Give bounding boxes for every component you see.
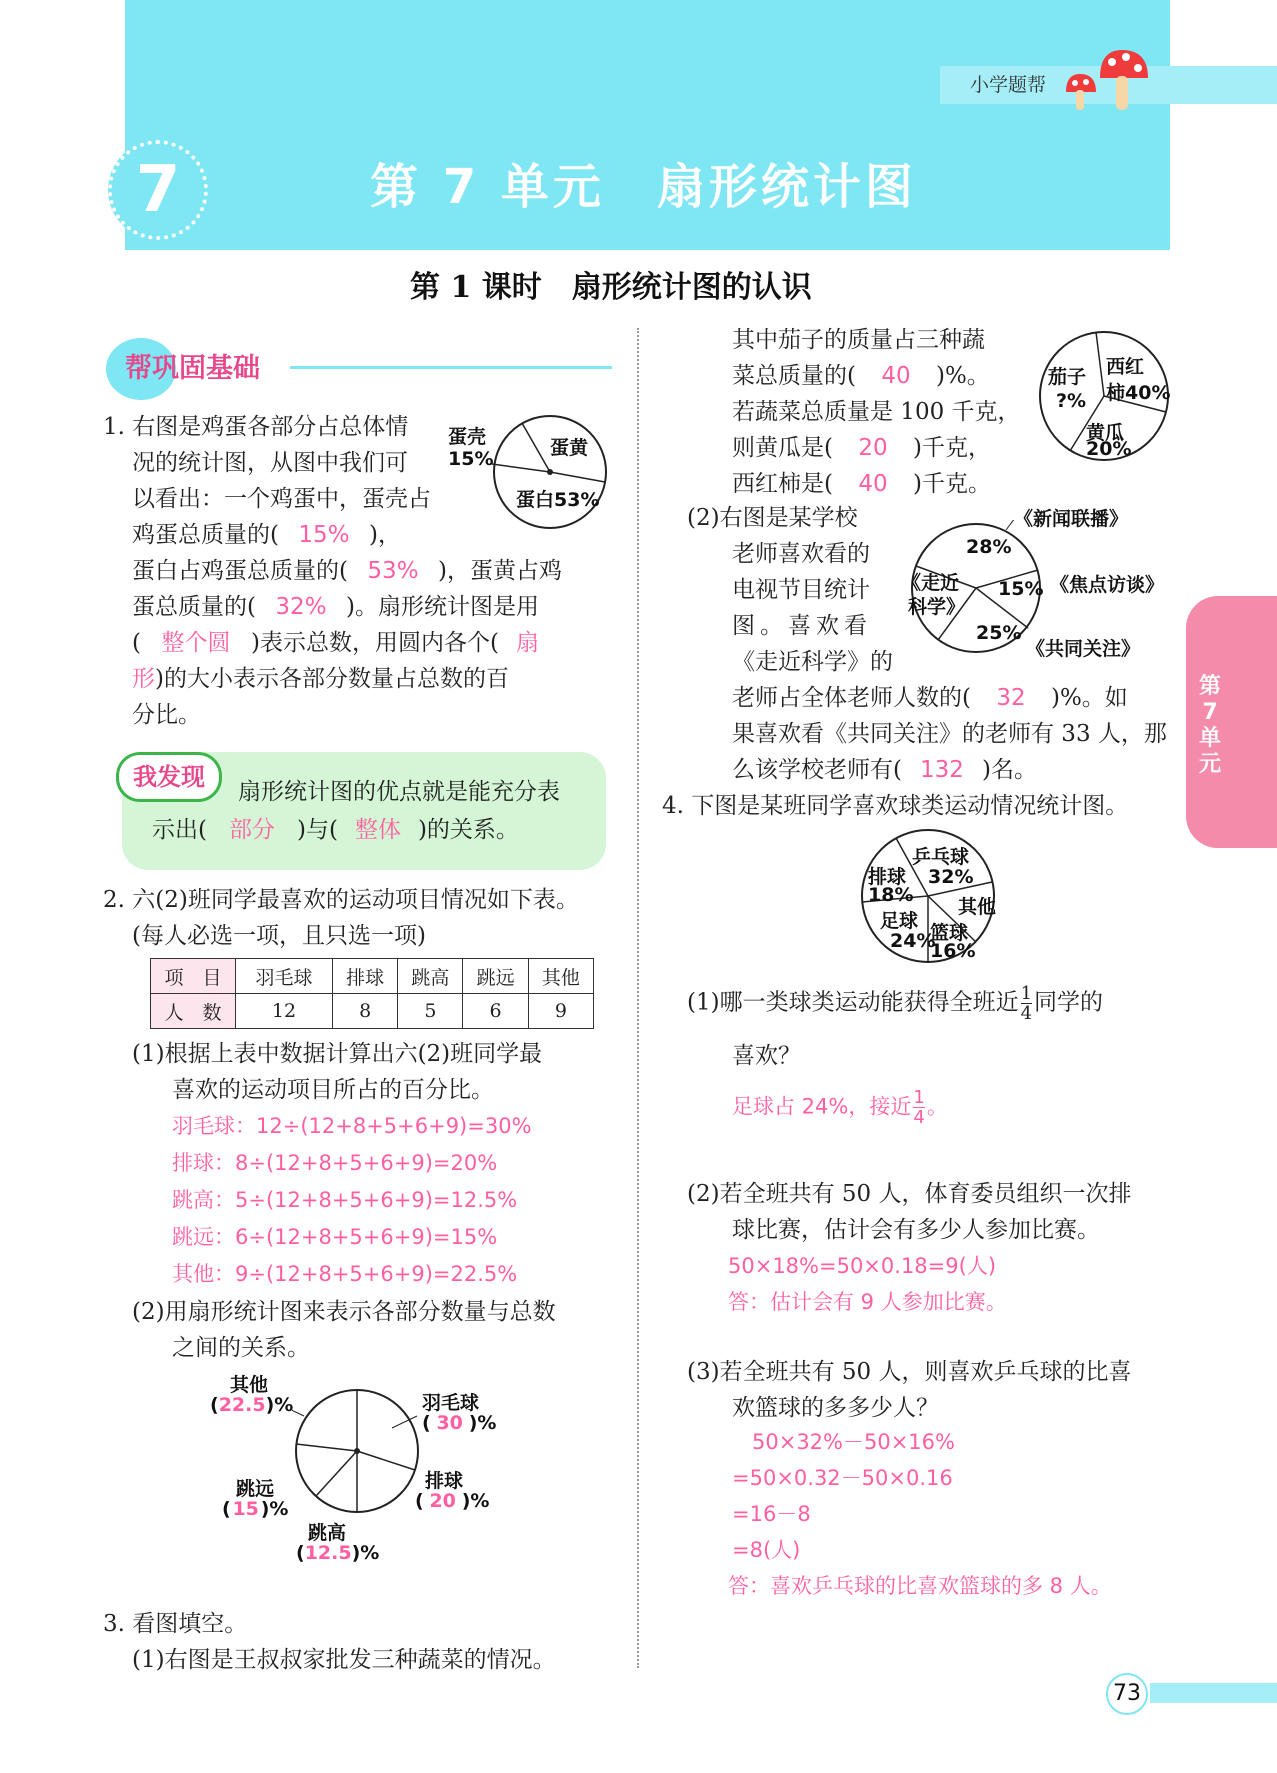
pie-label: 《焦点访谈》 [1050, 574, 1165, 596]
q2-line: 之间的关系。 [172, 1335, 310, 1361]
fraction: $\frac{1}{4}$ [1020, 983, 1033, 1024]
pie-label: 16% [930, 940, 976, 962]
sports-table [150, 958, 594, 1029]
q4-line: 球比赛，估计会有多少人参加比赛。 [732, 1217, 1100, 1243]
pie-label: 18% [868, 884, 914, 906]
answer: 20 [429, 1490, 456, 1512]
table-cell: 跳高 [398, 959, 463, 994]
table-cell: 6 [463, 994, 528, 1029]
answer: 15% [298, 522, 350, 548]
work-line: 50×18%=50×0.18=9(人) [728, 1254, 997, 1278]
pie-label: 跳远 [236, 1478, 275, 1500]
answer: 32% [275, 594, 327, 620]
pie-label: 蛋壳 [448, 426, 487, 448]
q3-line: (1)右图是王叔叔家批发三种蔬菜的情况。 [132, 1647, 556, 1673]
pie-label: 科学》 [908, 596, 966, 618]
q1-line: 以看出：一个鸡蛋中，蛋壳占 [132, 486, 431, 512]
table-cell: 排球 [333, 959, 398, 994]
pie-label: 其他 [230, 1374, 269, 1396]
work-line: =8(人) [732, 1538, 801, 1562]
q3-line: 若蔬菜总质量是 100 千克， [732, 399, 1021, 425]
q2-line: 2. 六(2)班同学最喜欢的运动项目情况如下表。 [103, 887, 579, 913]
work-line: 跳高：5÷(12+8+5+6+9)=12.5% [172, 1188, 518, 1212]
pie-label: (22.5)% [210, 1394, 294, 1416]
q1-line: 分比。 [132, 702, 201, 728]
q1-line: 鸡蛋总质量的( 15% )， [132, 517, 401, 553]
discover-label: 我发现 [116, 752, 222, 802]
pie-label: 《走近 [902, 572, 960, 594]
pie-label: 25% [976, 622, 1022, 644]
fraction: $\frac{1}{4}$ [913, 1087, 925, 1128]
pie-label: 篮球 [930, 922, 969, 944]
q3-line: 果喜欢看《共同关注》的老师有 33 人，那 [732, 721, 1167, 747]
q1-line: 1. 右图是鸡蛋各部分占总体情 [103, 414, 409, 440]
table-cell: 9 [528, 994, 593, 1029]
q2-line: (1)根据上表中数据计算出六(2)班同学最 [132, 1041, 543, 1067]
work-line: 排球：8÷(12+8+5+6+9)=20% [172, 1151, 498, 1175]
q1-line: 蛋总质量的( 32% )。扇形统计图是用 [132, 589, 539, 625]
answer: 32 [996, 685, 1026, 711]
pie-label: (12.5)% [296, 1542, 380, 1564]
pie-label: 其他 [958, 896, 997, 918]
pie-label: 乒乓球 [912, 846, 970, 868]
pie-label: 排球 [868, 866, 907, 888]
q3-line: 么该学校老师有( 132 )名。 [732, 752, 1037, 788]
q1-line: 蛋白占鸡蛋总质量的( 53% )，蛋黄占鸡 [132, 553, 562, 589]
work-line: 答：喜欢乒乓球的比喜欢篮球的多 8 人。 [728, 1574, 1112, 1598]
pie-label: 32% [928, 866, 974, 888]
table-cell: 人 数 [151, 994, 236, 1029]
pie-label: (15)% [222, 1498, 289, 1520]
brand-text: 小学题帮 [970, 74, 1047, 96]
mushroom-icon [1060, 46, 1150, 116]
q3-line: 老师占全体老师人数的( 32 )%。如 [732, 680, 1128, 716]
answer: 整体 [354, 817, 401, 843]
answer: 20 [858, 435, 888, 461]
pie-label: 跳高 [308, 1522, 347, 1544]
answer: 15 [232, 1498, 259, 1520]
pie-label: 15% [998, 578, 1044, 600]
pie-label: ?% [1056, 390, 1087, 412]
answer: 12.5 [304, 1542, 352, 1564]
answer: 132 [920, 757, 964, 783]
table-row [151, 959, 594, 994]
pie-label: 黄瓜 [1086, 422, 1125, 444]
pie-label: 《共同关注》 [1026, 638, 1141, 660]
column-divider [637, 328, 639, 1668]
answer: 整个圆 [161, 630, 231, 656]
work-line: 羽毛球：12÷(12+8+5+6+9)=30% [172, 1114, 532, 1138]
table-cell: 跳远 [463, 959, 528, 994]
pie-label: 足球 [880, 910, 919, 932]
unit-title: 第 7 单元 扇形统计图 [370, 159, 917, 215]
table-cell: 其他 [528, 959, 593, 994]
section-line [290, 366, 612, 369]
q3-line: 菜总质量的( 40 )%。 [732, 358, 990, 394]
q4-line: 欢篮球的多多少人？ [732, 1395, 939, 1421]
pie-label: 15% [448, 448, 494, 470]
answer: 40 [858, 471, 888, 497]
q4-line: (1)哪一类球类运动能获得全班近 $\frac{1}{4}$ 同学的 [687, 983, 1104, 1024]
discover-line: 示出( 部分 )与( 整体 )的关系。 [152, 812, 519, 848]
pie-label: ( 20 )% [415, 1490, 490, 1512]
answer: 53% [367, 558, 419, 584]
q1-line: 形)的大小表示各部分数量占总数的百 [132, 666, 509, 692]
q2-line: 喜欢的运动项目所占的百分比。 [172, 1077, 494, 1103]
lesson-title: 第 1 课时 扇形统计图的认识 [410, 270, 812, 305]
pie-label: 24% [890, 930, 936, 952]
work-line: 其他：9÷(12+8+5+6+9)=22.5% [172, 1262, 518, 1286]
q3-line: 则黄瓜是( 20 )千克， [732, 430, 991, 466]
pie-label: 羽毛球 [422, 1392, 480, 1414]
table-cell: 5 [398, 994, 463, 1029]
q1-line: ( 整个圆 )表示总数，用圆内各个( 扇 [132, 625, 539, 661]
table-row [151, 994, 594, 1029]
work-line: 足球占 24%，接近 $\frac{1}{4}$ 。 [732, 1087, 948, 1128]
table-cell: 羽毛球 [236, 959, 333, 994]
q4-line: 喜欢？ [732, 1043, 801, 1069]
answer: 22.5 [218, 1394, 266, 1416]
q3-line: 西红柿是( 40 )千克。 [732, 466, 991, 502]
pie-label: 蛋黄 [550, 437, 589, 459]
page-number: 73 [1113, 1681, 1141, 1706]
pie-label: 排球 [425, 1470, 464, 1492]
q3-line: 图。喜欢看 [732, 613, 872, 639]
q3-line: (2)右图是某学校 [687, 505, 858, 531]
unit-number: 7 [135, 153, 181, 227]
egg-pie-chart [490, 412, 610, 532]
answer: 30 [436, 1412, 463, 1434]
q3-line: 老师喜欢看的 [732, 541, 870, 567]
q3-line: 3. 看图填空。 [103, 1611, 248, 1637]
side-tab-label: 第7单元 [1198, 674, 1221, 777]
pie-label: 《新闻联播》 [1014, 508, 1129, 530]
work-line: 跳远：6÷(12+8+5+6+9)=15% [172, 1225, 498, 1249]
sports-pie-chart [292, 1386, 422, 1516]
pie-label: ( 30 )% [422, 1412, 497, 1434]
pie-label: 蛋白53% [516, 489, 600, 511]
q3-line: 《走近科学》的 [732, 649, 893, 675]
page-bar [1150, 1683, 1277, 1703]
pie-label: 20% [1086, 438, 1132, 460]
section-title: 帮巩固基础 [125, 353, 260, 384]
pie-label: 柿40% [1106, 382, 1171, 404]
q3-line: 电视节目统计 [732, 577, 870, 603]
q1-line: 况的统计图，从图中我们可 [132, 450, 408, 476]
pie-label: 28% [966, 536, 1012, 558]
q3-line: 其中茄子的质量占三种蔬 [732, 327, 985, 353]
work-line: 50×32%－50×16% [752, 1430, 955, 1454]
answer: 形 [132, 666, 155, 692]
work-line: 答：估计会有 9 人参加比赛。 [728, 1290, 1007, 1314]
answer: 部分 [228, 817, 275, 843]
work-line: =16－8 [732, 1502, 811, 1526]
q4-line: (3)若全班共有 50 人，则喜欢乒乓球的比喜 [687, 1359, 1132, 1385]
q4-line: 4. 下图是某班同学喜欢球类运动情况统计图。 [662, 793, 1129, 819]
q2-line: (2)用扇形统计图来表示各部分数量与总数 [132, 1299, 556, 1325]
q4-line: (2)若全班共有 50 人，体育委员组织一次排 [687, 1181, 1132, 1207]
work-line: =50×0.32－50×0.16 [732, 1466, 953, 1490]
table-cell: 8 [333, 994, 398, 1029]
pie-label: 西红 [1106, 356, 1145, 378]
pie-label: 茄子 [1048, 366, 1087, 388]
discover-line: 扇形统计图的优点就是能充分表 [238, 779, 560, 805]
q2-line: (每人必选一项，且只选一项) [132, 923, 426, 949]
answer: 40 [881, 363, 911, 389]
table-cell: 12 [236, 994, 333, 1029]
answer: 扇 [515, 630, 539, 656]
table-cell: 项 目 [151, 959, 236, 994]
